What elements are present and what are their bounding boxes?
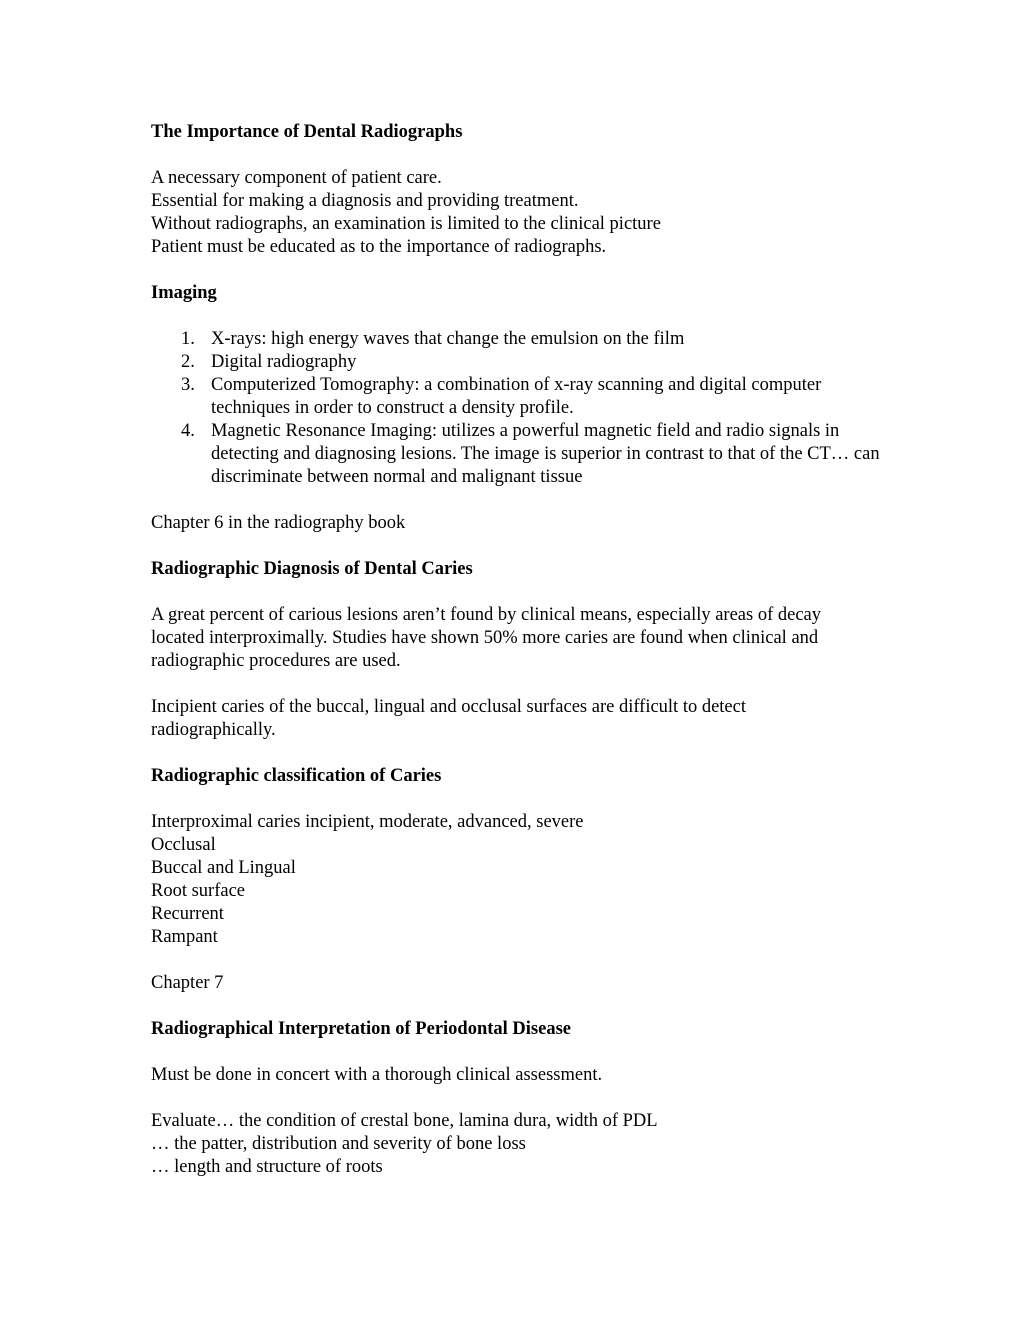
list-item-text: X-rays: high energy waves that change the emulsion on the film — [211, 329, 685, 349]
heading-importance: The Importance of Dental Radiographs — [151, 122, 463, 142]
evaluate-line: … length and structure of roots — [151, 1157, 383, 1177]
chapter-7-note: Chapter 7 — [151, 973, 224, 993]
importance-line: Essential for making a diagnosis and providing treatment. — [151, 191, 579, 211]
classification-line: Recurrent — [151, 904, 224, 924]
list-item-number: 1. — [181, 329, 195, 349]
document-page — [151, 121, 881, 1202]
evaluate-line: … the patter, distribution and severity of bone loss — [151, 1134, 526, 1154]
heading-periodontal: Radiographical Interpretation of Periodontal Disease — [151, 1019, 571, 1039]
list-item-text: Digital radiography — [211, 352, 357, 372]
chapter-6-note: Chapter 6 in the radiography book — [151, 513, 406, 533]
caries-paragraph-1: A great percent of carious lesions aren’t found by clinical means, especially areas of decay located interproximally. Studies have shown 50% more caries are found when clinical and radiographic procedures are used. — [151, 605, 822, 671]
importance-paragraph — [151, 167, 881, 259]
list-item-text: Computerized Tomography: a combination of x-ray scanning and digital computer techniques in order to construct a density profile. — [211, 375, 822, 418]
classification-line: Occlusal — [151, 835, 216, 855]
caries-paragraph-2: Incipient caries of the buccal, lingual and occlusal surfaces are difficult to detect radiographically. — [151, 697, 746, 740]
classification-line: Interproximal caries incipient, moderate, advanced, severe — [151, 812, 584, 832]
list-item-number: 3. — [181, 375, 195, 395]
list-item-number: 2. — [181, 352, 195, 372]
list-item-number: 4. — [181, 421, 195, 441]
list-item — [151, 351, 881, 374]
evaluate-line: Evaluate… the condition of crestal bone, lamina dura, width of PDL — [151, 1111, 658, 1131]
heading-imaging: Imaging — [151, 283, 217, 303]
classification-list — [151, 811, 881, 949]
periodontal-paragraph: Must be done in concert with a thorough clinical assessment. — [151, 1065, 603, 1085]
classification-line: Rampant — [151, 927, 218, 947]
list-item — [151, 328, 881, 351]
list-item — [151, 420, 881, 489]
classification-line: Root surface — [151, 881, 246, 901]
heading-caries-classification: Radiographic classification of Caries — [151, 766, 442, 786]
importance-line: Without radiographs, an examination is limited to the clinical picture — [151, 214, 661, 234]
list-item — [151, 374, 881, 420]
evaluate-list — [151, 1110, 881, 1179]
list-item-text: Magnetic Resonance Imaging: utilizes a powerful magnetic field and radio signals in detecting and diagnosing lesions. The image is superior in contrast to that of the CT… can discriminate between normal and malignant tissue — [211, 421, 880, 487]
imaging-list — [151, 328, 881, 489]
heading-caries-diagnosis: Radiographic Diagnosis of Dental Caries — [151, 559, 473, 579]
importance-line: A necessary component of patient care. — [151, 168, 442, 188]
importance-line: Patient must be educated as to the importance of radiographs. — [151, 237, 607, 257]
classification-line: Buccal and Lingual — [151, 858, 296, 878]
